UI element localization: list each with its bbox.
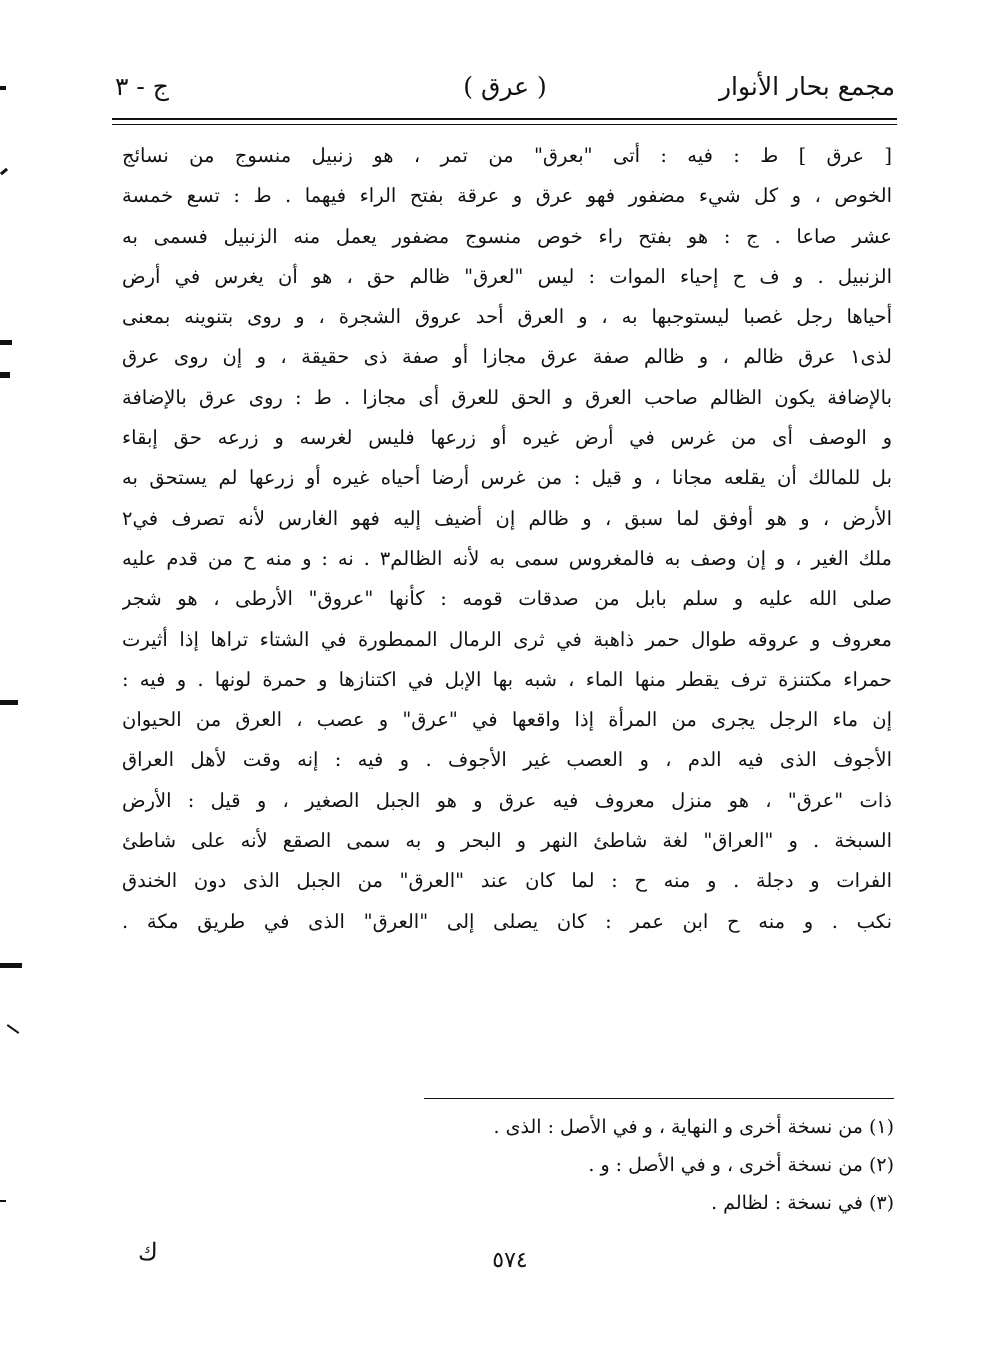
scan-artifact — [0, 372, 10, 378]
scan-artifact — [0, 1200, 6, 1202]
footnotes — [420, 1108, 894, 1222]
text-line: ذات "عرق" ، هو منزل معروف فيه عرق و هو الجبل الصغير ، و قيل : الأرض — [122, 788, 892, 812]
footnote: (٣) في نسخة : لظالم . — [711, 1192, 894, 1214]
volume-number: ج - ٣ — [115, 72, 169, 101]
scan-artifact — [7, 1024, 20, 1034]
text-line: بل للمالك أن يقلعه مجانا ، و قيل : من غرس أرضا أحياه غيره أو زرعها لم يستحق به — [122, 466, 892, 490]
scan-artifact — [0, 340, 12, 345]
text-line: عشر صاعا . ج : هو بفتح راء خوص منسوج مضفور يعمل منه الزنبيل فسمى به — [122, 224, 892, 248]
running-header — [115, 68, 895, 112]
text-line: الزنبيل . و ف ح إحياء الموات : ليس "لعرق" ظالم حق ، هو أن يغرس في أرض — [122, 264, 892, 288]
scan-artifact — [0, 86, 6, 90]
text-line: ملك الغير ، و إن وصف به فالمغروس سمى به لأنه الظالم٣ . نه : و منه ح من قدم عليه — [122, 546, 892, 570]
main-text — [122, 136, 892, 942]
text-line: الأرض ، و هو أوفق لما سبق ، و ظالم إن أضيف إليه فهو الغارس لأنه تصرف في٢ — [122, 506, 892, 530]
page-number: ٥٧٤ — [492, 1248, 528, 1273]
text-line: حمراء مكتنزة ترف يقطر منها الماء ، شبه بها الإبل في اكتنازها و حمرة لونها . و فيه : — [122, 667, 892, 691]
text-line: صلى الله عليه و سلم بابل من صدقات قومه : كأنها "عروق" الأرطى ، هو شجر — [122, 587, 892, 611]
text-line: إن ماء الرجل يجرى من المرأة إذا واقعها في "عرق" و عصب ، العرق من الحيوان — [122, 708, 892, 732]
text-line: معروف و عروقه طوال حمر ذاهبة في ثرى الرمال الممطورة في الشتاء تراها إذا أثيرت — [122, 627, 892, 651]
footnote: (١) من نسخة أخرى و النهاية ، و في الأصل : الذى . — [493, 1116, 894, 1138]
text-line: لذى١ عرق ظالم ، و ظالم صفة عرق مجازا أو صفة ذى حقيقة ، و إن روى عرق — [122, 345, 892, 369]
text-line: و الوصف أى من غرس في أرض غيره أو زرعها فليس لغرسه و زرعه حق إبقاء — [122, 426, 892, 450]
footnote: (٢) من نسخة أخرى ، و في الأصل : و . — [588, 1154, 894, 1176]
text-line: [ عرق ] ط : فيه : أتى "بعرق" من تمر ، هو زنبيل منسوج من نسائج — [122, 144, 892, 167]
text-line: أحياها رجل غصبا ليستوجبها به ، و العرق أحد عروق الشجرة ، و روى بتنوينه بمعنى — [122, 305, 892, 329]
text-line: بالإضافة يكون الظالم صاحب العرق و الحق للعرق أى مجازا . ط : روى عرق بالإضافة — [122, 385, 892, 409]
text-line: الفرات و دجلة . و منه ح : لما كان عند "العرق" من الجبل الذى دون الخندق — [122, 869, 892, 893]
text-line: نكب . و منه ح ابن عمر : كان يصلى إلى "العرق" الذى في طريق مكة . — [122, 909, 892, 933]
signature-mark: ك — [138, 1238, 158, 1266]
book-title: مجمع بحار الأنوار — [718, 72, 895, 101]
text-line: الأجوف الذى فيه الدم ، و العصب غير الأجوف . و فيه : إنه وقت لأهل العراق — [122, 748, 892, 772]
header-rule-thin — [112, 124, 897, 125]
scan-artifact — [0, 700, 18, 705]
entry-word: ( عرق ) — [463, 72, 547, 101]
text-line: السبخة . و "العراق" لغة شاطئ النهر و البحر و به سمى الصقع لأنه على شاطئ — [122, 829, 892, 853]
scan-artifact — [0, 168, 8, 175]
scan-artifact — [0, 963, 22, 968]
text-line: الخوص ، و كل شيء مضفور فهو عرق و عرقة بفتح الراء فيهما . ط : تسع خمسة — [122, 184, 892, 208]
header-rule-thick — [112, 118, 897, 120]
footnote-separator — [424, 1098, 894, 1099]
